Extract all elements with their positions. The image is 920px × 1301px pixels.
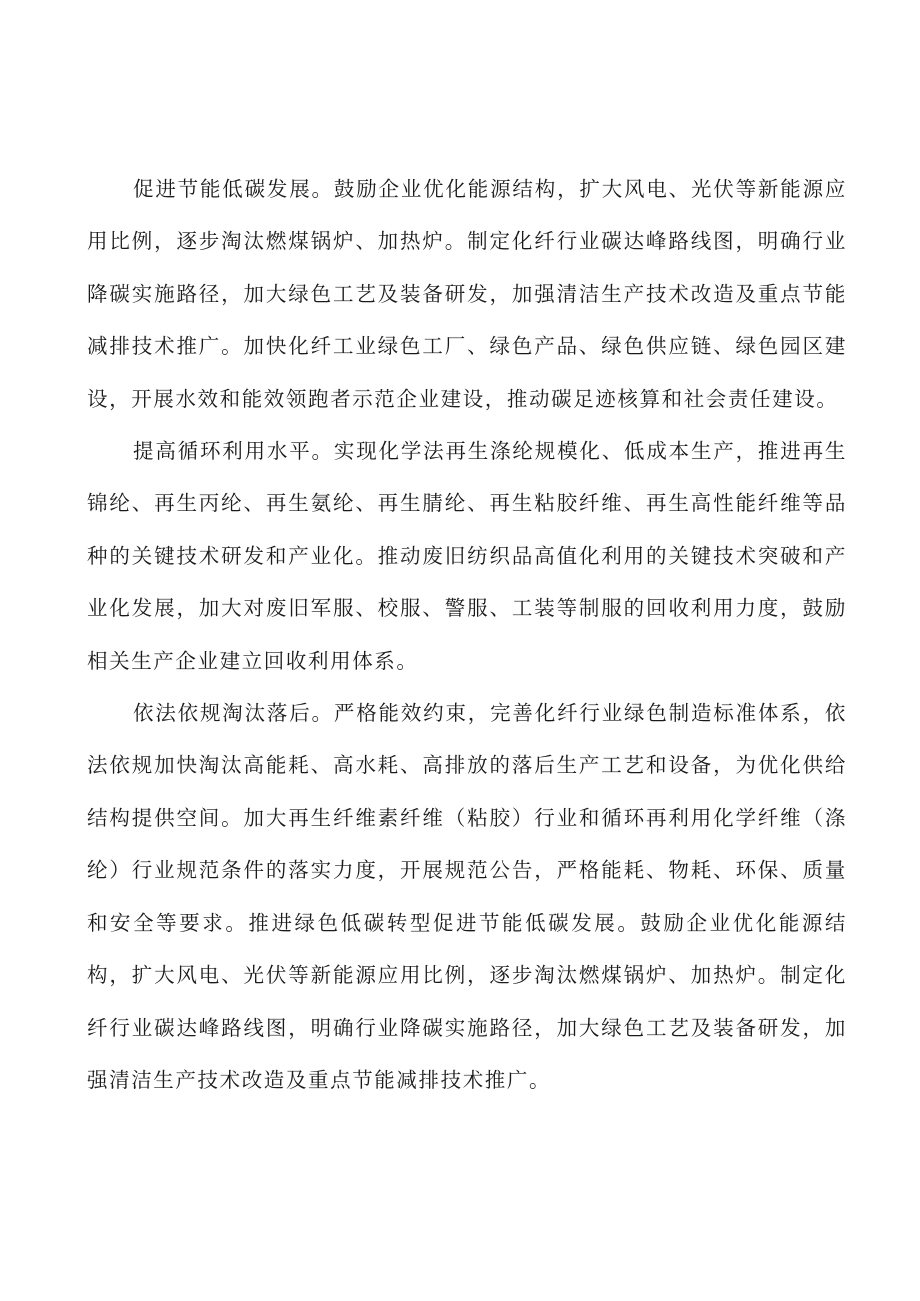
paragraph-recycling: 提高循环利用水平。实现化学法再生涤纶规模化、低成本生产，推进再生锦纶、再生丙纶、再生氨纶、再生腈纶、再生粘胶纤维、再生高性能纤维等品种的关键技术研发和产业化。推动废旧纺织品高值化利用的关键技术突破和产业化发展，加大对废旧军服、校服、警服、工装等制服的回收利用力度，鼓励相关生产企业建立回收利用体系。 — [87, 439, 847, 673]
paragraph-eliminate-backward: 依法依规淘汰落后。严格能效约束，完善化纤行业绿色制造标准体系，依法依规加快淘汰高能耗、高水耗、高排放的落后生产工艺和设备，为优化供给结构提供空间。加大再生纤维素纤维（粘胶）行业和循环再利用化学纤维（涤纶）行业规范条件的落实力度，开展规范公告，严格能耗、物耗、环保、质量和安全等要求。推进绿色低碳转型促进节能低碳发展。鼓励企业优化能源结构，扩大风电、光伏等新能源应用比例，逐步淘汰燃煤锅炉、加热炉。制定化纤行业碳达峰路线图，明确行业降碳实施路径，加大绿色工艺及装备研发，加强清洁生产技术改造及重点节能减排技术推广。 — [87, 701, 847, 1092]
paragraph-energy-saving: 促进节能低碳发展。鼓励企业优化能源结构，扩大风电、光伏等新能源应用比例，逐步淘汰燃煤锅炉、加热炉。制定化纤行业碳达峰路线图，明确行业降碳实施路径，加大绿色工艺及装备研发，加强清洁生产技术改造及重点节能减排技术推广。加快化纤工业绿色工厂、绿色产品、绿色供应链、绿色园区建设，开展水效和能效领跑者示范企业建设，推动碳足迹核算和社会责任建设。 — [87, 177, 847, 411]
document-body — [87, 163, 847, 1106]
